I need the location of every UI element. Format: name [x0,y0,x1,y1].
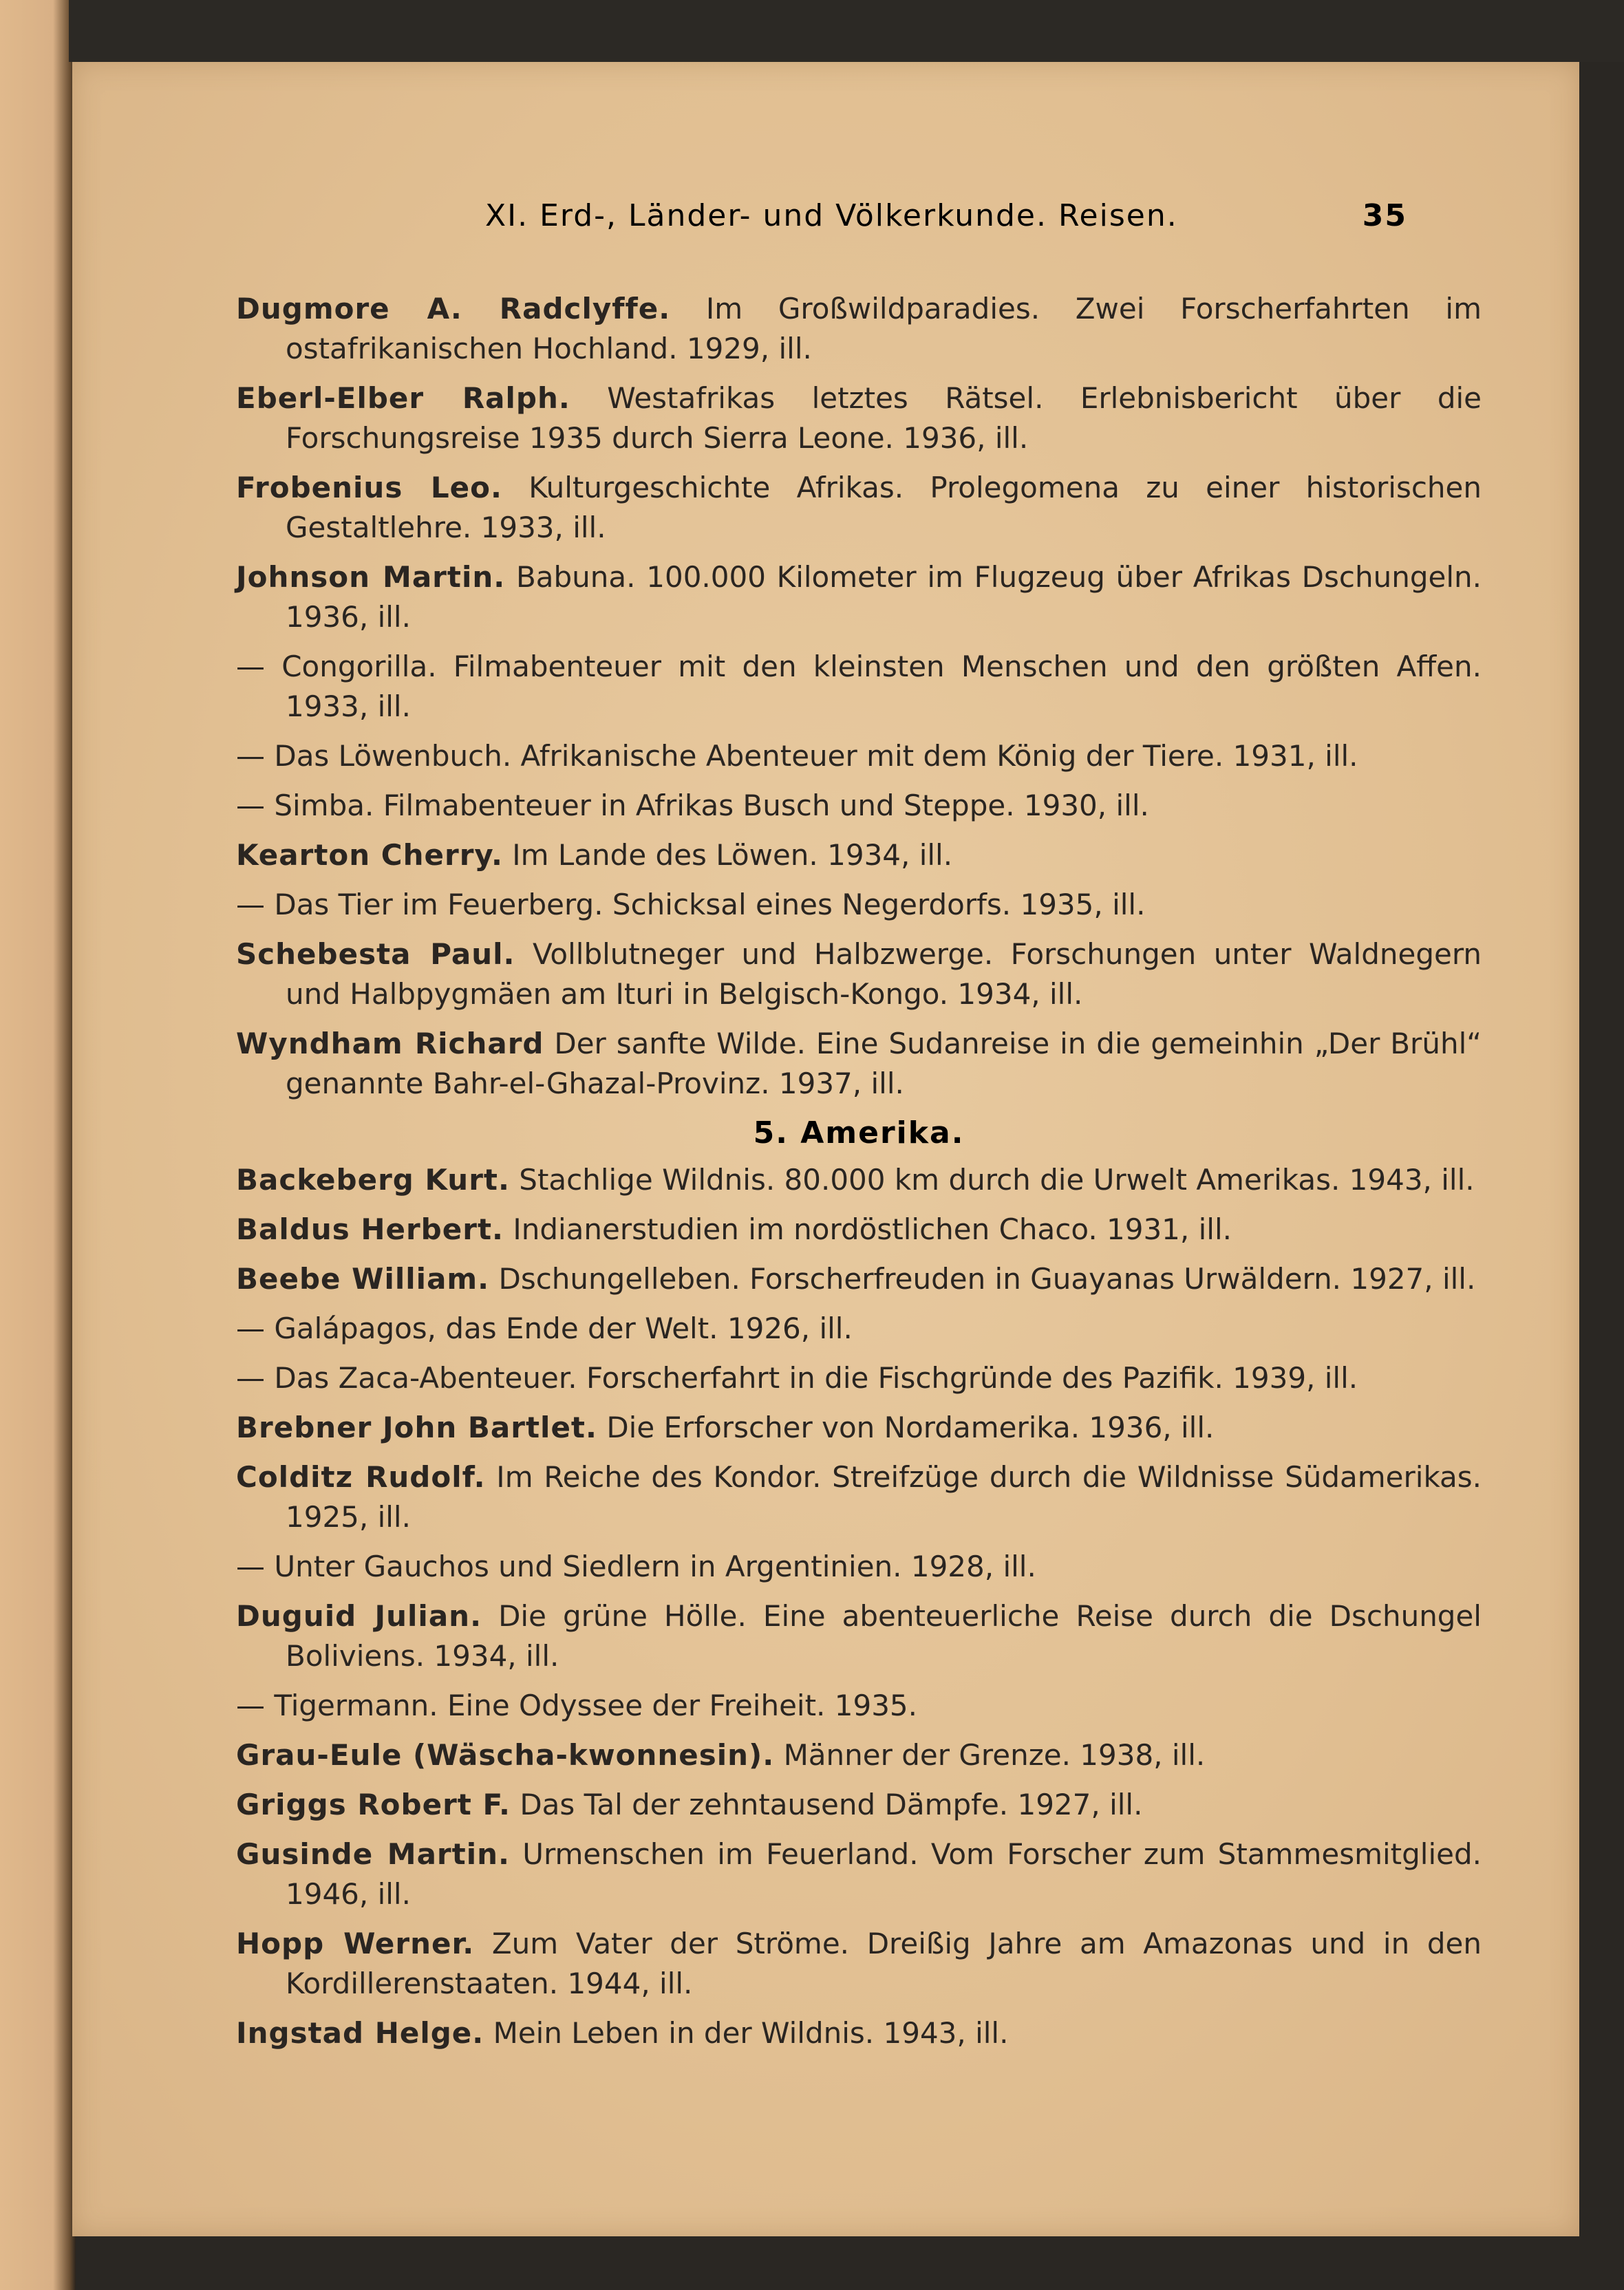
entry-author: Eberl-Elber Ralph. [236,381,570,415]
bibliography-entry [236,1160,1482,1200]
entry-author: Hopp Werner. [236,1927,475,1960]
bibliography-entry [236,1457,1482,1537]
entries-amerika [236,1160,1482,2053]
entry-author: Kearton Cherry. [236,838,503,872]
entry-author: Baldus Herbert. [236,1212,504,1246]
bibliography-entry [236,2013,1482,2053]
entry-text: Babuna. 100.000 Kilometer im Flugzeug über Afrikas Dschungeln. 1936, ill. [286,560,1482,634]
bibliography-entry [236,647,1482,727]
entry-text: Zum Vater der Ströme. Dreißig Jahre am Amazonas und in den Kordillerenstaaten. 1944, ill. [286,1927,1482,2000]
entry-text: — Das Löwenbuch. Afrikanische Abenteuer mit dem König der Tiere. 1931, ill. [236,739,1358,773]
entry-text: Die Erforscher von Nordamerika. 1936, ill. [597,1411,1215,1444]
entry-text: Mein Leben in der Wildnis. 1943, ill. [484,2016,1009,2050]
running-head [72,198,1579,274]
entry-text: — Das Tier im Feuerberg. Schicksal eines Negerdorfs. 1935, ill. [236,888,1146,921]
bibliography-entry [236,1924,1482,2004]
bibliography-entry [236,289,1482,369]
bibliography-entry [236,1596,1482,1676]
bibliography-entry [236,835,1482,875]
bibliography-entry [236,786,1482,826]
bibliography-entry [236,1547,1482,1587]
bibliography-entry [236,1309,1482,1349]
entry-text: Im Reiche des Kondor. Streifzüge durch die Wildnisse Südamerikas. 1925, ill. [286,1460,1482,1534]
entry-text: Kulturgeschichte Afrikas. Prolegomena zu einer historischen Gestaltlehre. 1933, ill. [286,471,1482,544]
bibliography-entry [236,378,1482,458]
entry-text: — Das Zaca-Abenteuer. Forscherfahrt in die Fischgründe des Pazifik. 1939, ill. [236,1361,1358,1395]
entry-author: Dugmore A. Radclyffe. [236,292,671,325]
entry-text: — Simba. Filmabenteuer in Afrikas Busch und Steppe. 1930, ill. [236,789,1149,822]
entry-author: Ingstad Helge. [236,2016,484,2050]
bibliography-entry [236,1735,1482,1775]
entry-text: Der sanfte Wilde. Eine Sudanreise in die gemeinhin „Der Brühl“ genannte Bahr-el-Ghazal-Provinz. 1937, ill. [286,1027,1482,1100]
bibliography-entry [236,468,1482,548]
entry-author: Duguid Julian. [236,1599,482,1633]
entry-text: Männer der Grenze. 1938, ill. [774,1738,1206,1772]
entry-author: Colditz Rudolf. [236,1460,486,1494]
entry-author: Backeberg Kurt. [236,1163,510,1197]
entry-text: Im Lande des Löwen. 1934, ill. [502,838,953,872]
entry-text: Vollblutneger und Halbzwerge. Forschungen unter Waldnegern und Halbpygmäen am Ituri in Belgisch-Kongo. 1934, ill. [286,937,1482,1011]
entry-author: Brebner John Bartlet. [236,1411,597,1444]
bibliography-entry [236,557,1482,637]
entry-text: Westafrikas letztes Rätsel. Erlebnisbericht über die Forschungsreise 1935 durch Sierra Leone. 1936, ill. [286,381,1482,455]
background-surface [69,0,1624,62]
bibliography-entry [236,1210,1482,1250]
bibliography-list [236,289,1482,2063]
bibliography-entry [236,1024,1482,1104]
entry-text: Indianerstudien im nordöstlichen Chaco. 1931, ill. [503,1212,1232,1246]
bibliography-entry [236,1259,1482,1299]
entry-author: Wyndham Richard [236,1027,544,1060]
bibliography-entry [236,1408,1482,1448]
entry-author: Schebesta Paul. [236,937,515,971]
entries-africa [236,289,1482,1104]
bibliography-entry [236,1785,1482,1825]
section-heading-amerika: 5. Amerika. [753,1115,965,1151]
entry-text: Das Tal der zehntausend Dämpfe. 1927, ill. [510,1788,1143,1821]
entry-author: Grau-Eule (Wäscha-kwonnesin). [236,1738,775,1772]
entry-text: — Congorilla. Filmabenteuer mit den kleinsten Menschen und den größten Affen. 1933, ill. [236,650,1482,723]
bibliography-entry [236,934,1482,1014]
entry-text: Urmenschen im Feuerland. Vom Forscher zum Stammesmitglied. 1946, ill. [286,1837,1482,1911]
entry-text: — Unter Gauchos und Siedlern in Argentinien. 1928, ill. [236,1550,1036,1583]
book-cover-edge [0,0,76,2290]
page-number: 35 [1362,198,1407,233]
entry-author: Frobenius Leo. [236,471,502,504]
running-head-title: XI. Erd-, Länder- und Völkerkunde. Reisen. [485,198,1178,233]
entry-text: Stachlige Wildnis. 80.000 km durch die Urwelt Amerikas. 1943, ill. [509,1163,1475,1197]
entry-author: Gusinde Martin. [236,1837,510,1871]
entry-text: — Tigermann. Eine Odyssee der Freiheit. 1935. [236,1689,917,1722]
bibliography-entry [236,1834,1482,1914]
bibliography-entry [236,1358,1482,1398]
entry-author: Johnson Martin. [236,560,506,594]
bibliography-entry [236,1686,1482,1726]
entry-text: — Galápagos, das Ende der Welt. 1926, ill. [236,1312,853,1345]
entry-author: Beebe William. [236,1262,490,1296]
entry-author: Griggs Robert F. [236,1788,511,1821]
bibliography-entry [236,736,1482,776]
entry-text: Die grüne Hölle. Eine abenteuerliche Reise durch die Dschungel Boliviens. 1934, ill. [286,1599,1482,1673]
entry-text: Dschungelleben. Forscherfreuden in Guayanas Urwäldern. 1927, ill. [489,1262,1476,1296]
book-page [72,62,1579,2236]
entry-text: Im Großwildparadies. Zwei Forscherfahrten im ostafrikanischen Hochland. 1929, ill. [286,292,1482,365]
bibliography-entry [236,885,1482,925]
